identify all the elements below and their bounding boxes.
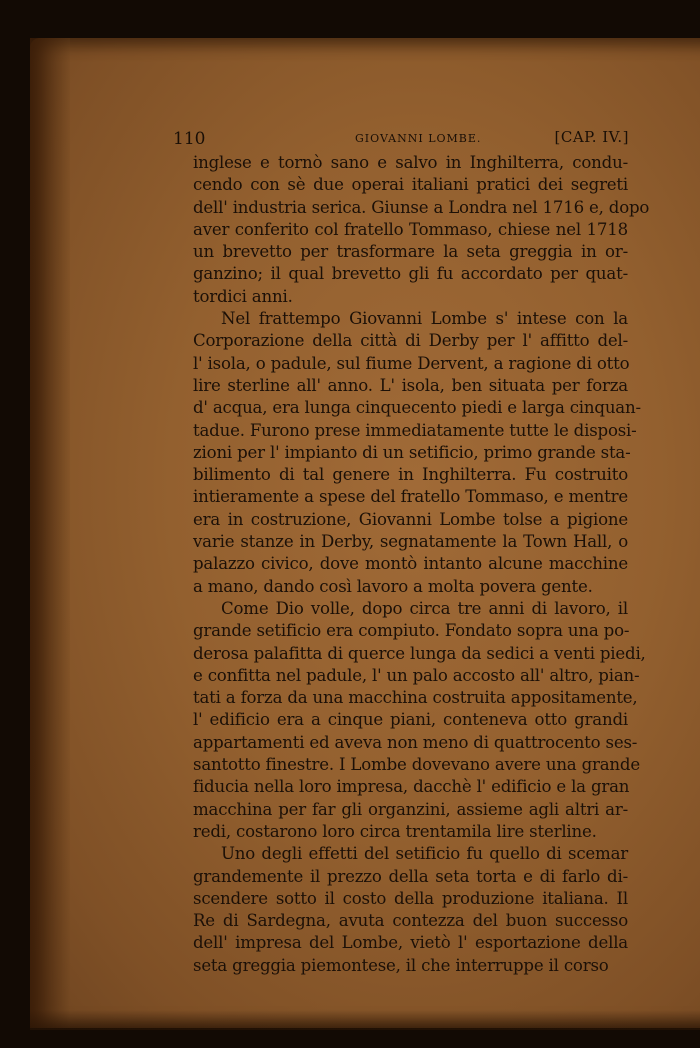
- text-line: ganzino; il qual brevetto gli fu accordato per quat-: [193, 264, 628, 284]
- text-line: Re di Sardegna, avuta contezza del buon successo: [193, 911, 628, 931]
- text-line: inglese e tornò sano e salvo in Inghilterra, condu-: [193, 153, 628, 172]
- text-line: scendere sotto il costo della produzione italiana. Il: [193, 888, 628, 908]
- text-line: intieramente a spese del fratello Tommaso, e mentre: [193, 487, 628, 507]
- text-line: appartamenti ed aveva non meno di quattrocento ses-: [193, 732, 638, 752]
- text-line: Uno degli effetti del setificio fu quello di scemar: [221, 844, 628, 864]
- text-line: un brevetto per trasformare la seta greggia in or-: [193, 242, 628, 262]
- text-line: a mano, dando così lavoro a molta povera gente.: [193, 576, 593, 596]
- text-line: bilimento di tal genere in Inghilterra. Fu costruito: [193, 465, 628, 485]
- text-line: tati a forza da una macchina costruita appositamente,: [193, 688, 638, 708]
- text-line: aver conferito col fratello Tommaso, chiese nel 1718: [193, 219, 628, 239]
- paragraph: [193, 308, 641, 598]
- text-line: fiducia nella loro impresa, dacchè l' edificio e la gran: [193, 777, 630, 797]
- page-number: 110: [173, 129, 206, 149]
- text-line: varie stanze in Derby, segnatamente la Town Hall, o: [193, 532, 628, 552]
- text-line: d' acqua, era lunga cinquecento piedi e larga cinquan-: [193, 398, 641, 418]
- text-line: Corporazione della città di Derby per l' affitto del-: [193, 331, 628, 351]
- text-line: grandemente il prezzo della seta torta e di farlo di-: [193, 866, 628, 886]
- text-line: tordici anni.: [193, 286, 293, 306]
- text-line: dell' impresa del Lombe, vietò l' esportazione della: [193, 933, 628, 953]
- paragraph: [193, 843, 628, 977]
- page-gutter-shadow: [30, 38, 70, 1028]
- text-line: cendo con sè due operai italiani pratici dei segreti: [193, 175, 628, 195]
- text-line: zioni per l' impianto di un setificio, primo grande sta-: [193, 442, 631, 462]
- text-line: l' isola, o padule, sul fiume Dervent, a ragione di otto: [193, 353, 630, 373]
- text-line: santotto finestre. I Lombe dovevano avere una grande: [193, 755, 640, 775]
- text-line: Come Dio volle, dopo circa tre anni di lavoro, il: [221, 598, 628, 618]
- text-line: lire sterline all' anno. L' isola, ben situata per forza: [193, 375, 628, 395]
- text-line: era in costruzione, Giovanni Lombe tolse a pigione: [193, 509, 628, 529]
- paragraph: [193, 152, 650, 308]
- paragraph: [193, 598, 646, 843]
- text-line: grande setificio era compiuto. Fondato sopra una po-: [193, 621, 630, 641]
- text-line: macchina per far gli organzini, assieme agli altri ar-: [193, 799, 628, 819]
- text-line: Nel frattempo Giovanni Lombe s' intese con la: [221, 309, 628, 329]
- body-text: [193, 152, 650, 977]
- running-title: GIOVANNI LOMBE.: [355, 132, 482, 145]
- page-bottom-shadow: [30, 1010, 700, 1030]
- running-header: [173, 127, 633, 153]
- text-line: l' edificio era a cinque piani, conteneva otto grandi: [193, 710, 628, 730]
- chapter-reference: [CAP. IV.]: [554, 128, 629, 146]
- text-line: derosa palafitta di querce lunga da sedici a venti piedi,: [193, 643, 646, 663]
- text-line: redi, costarono loro circa trentamila lire sterline.: [193, 821, 597, 841]
- text-line: palazzo civico, dove montò intanto alcune macchine: [193, 554, 628, 574]
- text-line: tadue. Furono prese immediatamente tutte le disposi-: [193, 420, 637, 440]
- text-line: seta greggia piemontese, il che interruppe il corso: [193, 955, 609, 975]
- text-line: dell' industria serica. Giunse a Londra nel 1716 e, dopo: [193, 197, 650, 217]
- text-line: e confitta nel padule, l' un palo accosto all' altro, pian-: [193, 665, 640, 685]
